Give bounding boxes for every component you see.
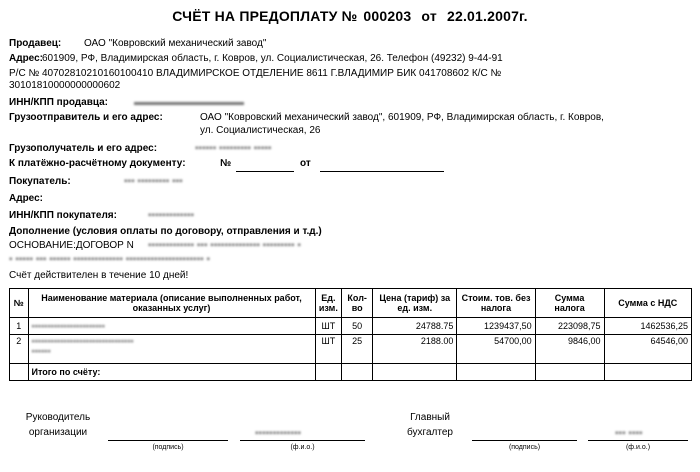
addendum-basis-redacted: ▪▪▪▪▪▪▪▪▪▪▪▪▪ ▪▪▪ ▪▪▪▪▪▪▪▪▪▪▪▪▪▪ ▪▪▪▪▪▪▪▪▪ ▪ (148, 240, 301, 251)
cell-name-redacted: ▪▪▪▪▪▪▪▪▪▪▪▪▪▪▪▪▪▪▪▪▪▪▪▪▪▪▪▪▪▪▪▪ ▪▪▪▪▪▪ (31, 336, 134, 356)
cell-tax: 9846,00 (535, 335, 604, 364)
items-table (9, 288, 692, 381)
head-name-redacted: ▪▪▪▪▪▪▪▪▪▪▪▪▪ (255, 428, 302, 439)
seller-address-value: 601909, РФ, Владимирская область, г. Ковров, ул. Социалистическая, 26. Телефон (49232) 9-44-91 (42, 53, 503, 64)
head-label-line1: Руководитель (25, 412, 91, 423)
header-total: Сумма с НДС (604, 289, 691, 318)
header-price: Цена (тариф) за ед. изм. (373, 289, 457, 318)
invoice-number: 000203 (363, 8, 412, 24)
seller-address-label: Адрес: (9, 53, 43, 64)
cell-cost: 54700,00 (457, 335, 535, 364)
head-sign-line (108, 440, 228, 441)
addendum-validity: Счёт действителен в течение 10 дней! (9, 270, 189, 281)
invoice-date-prefix: от (421, 8, 437, 24)
table-header-row (10, 289, 692, 318)
buyer-address-label: Адрес: (9, 193, 43, 204)
buyer-inn-redacted: ▪▪▪▪▪▪▪▪▪▪▪▪▪ (148, 210, 195, 221)
head-name-caption: (ф.и.о.) (290, 444, 315, 451)
accountant-label-line1: Главный (410, 412, 450, 423)
cell-num: 2 (10, 335, 29, 364)
seller-account-line2: 30101810000000000602 (9, 80, 121, 91)
accountant-name-line (588, 440, 688, 441)
cell-unit: ШТ (315, 318, 342, 335)
buyer-inn-label: ИНН/КПП покупателя: (9, 210, 117, 221)
cell-num: 1 (10, 318, 29, 335)
cell-qty: 25 (342, 335, 373, 364)
cell-price: 2188.00 (373, 335, 457, 364)
shipper-label: Грузоотправитель и его адрес: (9, 112, 163, 123)
seller-value: ОАО "Ковровский механический завод" (84, 38, 267, 49)
shipper-value-line2: ул. Социалистическая, 26 (200, 125, 321, 136)
cell-total: 1462536,25 (604, 318, 691, 335)
head-sign-caption: (подпись) (152, 444, 184, 451)
cell-cost: 1239437,50 (457, 318, 535, 335)
payment-doc-label: К платёжно-расчётному документу: (9, 158, 186, 169)
header-num: № (10, 289, 29, 318)
table-row (10, 335, 692, 364)
cell-empty (373, 364, 457, 381)
cell-name-redacted: ▪▪▪▪▪▪▪▪▪▪▪▪▪▪▪▪▪▪▪▪▪▪▪ (31, 321, 105, 331)
seller-inn-redacted: ▬▬▬▬▬▬▬▬▬▬▬ (134, 97, 244, 108)
head-label-line2: организации (28, 427, 88, 438)
cell-empty (457, 364, 535, 381)
cell-empty (535, 364, 604, 381)
cell-empty (342, 364, 373, 381)
cell-total: 64546,00 (604, 335, 691, 364)
invoice-title-prefix: СЧЁТ НА ПРЕДОПЛАТУ № (172, 8, 358, 24)
accountant-sign-line (472, 440, 577, 441)
cell-name (28, 335, 315, 364)
payment-doc-date-label: от (300, 158, 311, 169)
cell-price: 24788.75 (373, 318, 457, 335)
table-total-row (10, 364, 692, 381)
head-name-line (240, 440, 365, 441)
payment-doc-date-line (320, 171, 444, 172)
addendum-line2-redacted: ▪ ▪▪▪▪▪ ▪▪▪ ▪▪▪▪▪▪ ▪▪▪▪▪▪▪▪▪▪▪▪▪▪ ▪▪▪▪▪▪▪▪▪▪▪▪▪▪▪▪▪▪▪▪▪▪ ▪ (9, 254, 211, 265)
total-label: Итого по счёту: (28, 364, 315, 381)
cell-empty (604, 364, 691, 381)
accountant-name-redacted: ▪▪▪ ▪▪▪▪ (615, 428, 643, 439)
accountant-label-line2: бухгалтер (407, 427, 453, 438)
cell-tax: 223098,75 (535, 318, 604, 335)
addendum-label: Дополнение (условия оплаты по договору, отправления и т.д.) (9, 226, 322, 237)
buyer-label: Покупатель: (9, 176, 71, 187)
cell-empty (10, 364, 29, 381)
consignee-redacted: ▪▪▪▪▪▪ ▪▪▪▪▪▪▪▪▪ ▪▪▪▪▪ (195, 143, 272, 154)
table-row (10, 318, 692, 335)
cell-qty: 50 (342, 318, 373, 335)
invoice-date: 22.01.2007г. (446, 8, 528, 24)
header-tax: Сумма налога (535, 289, 604, 318)
consignee-label: Грузополучатель и его адрес: (9, 143, 158, 154)
accountant-name-caption: (ф.и.о.) (625, 444, 651, 451)
header-unit: Ед. изм. (315, 289, 342, 318)
seller-inn-label: ИНН/КПП продавца: (9, 97, 109, 108)
buyer-redacted: ▪▪▪ ▪▪▪▪▪▪▪▪▪ ▪▪▪ (124, 176, 183, 187)
cell-empty (315, 364, 342, 381)
header-name: Наименование материала (описание выполненных работ, оказанных услуг) (28, 289, 315, 318)
addendum-basis: ОСНОВАНИЕ:ДОГОВОР N (9, 240, 134, 251)
seller-label: Продавец: (9, 38, 62, 49)
payment-doc-number-line (236, 171, 294, 172)
header-qty: Кол-во (342, 289, 373, 318)
shipper-value-line1: ОАО "Ковровский механический завод", 601909, РФ, Владимирская область, г. Ковров, (200, 112, 604, 123)
accountant-sign-caption: (подпись) (508, 444, 541, 451)
cell-unit: ШТ (315, 335, 342, 364)
cell-name (28, 318, 315, 335)
seller-account-line1: Р/С № 40702810210160100410 ВЛАДИМИРСКОЕ ОТДЕЛЕНИЕ 8611 Г.ВЛАДИМИР БИК 041708602 К/С № (9, 68, 502, 79)
header-cost: Стоим. тов. без налога (457, 289, 535, 318)
payment-doc-number-label: № (220, 158, 232, 169)
invoice-title (0, 8, 700, 24)
